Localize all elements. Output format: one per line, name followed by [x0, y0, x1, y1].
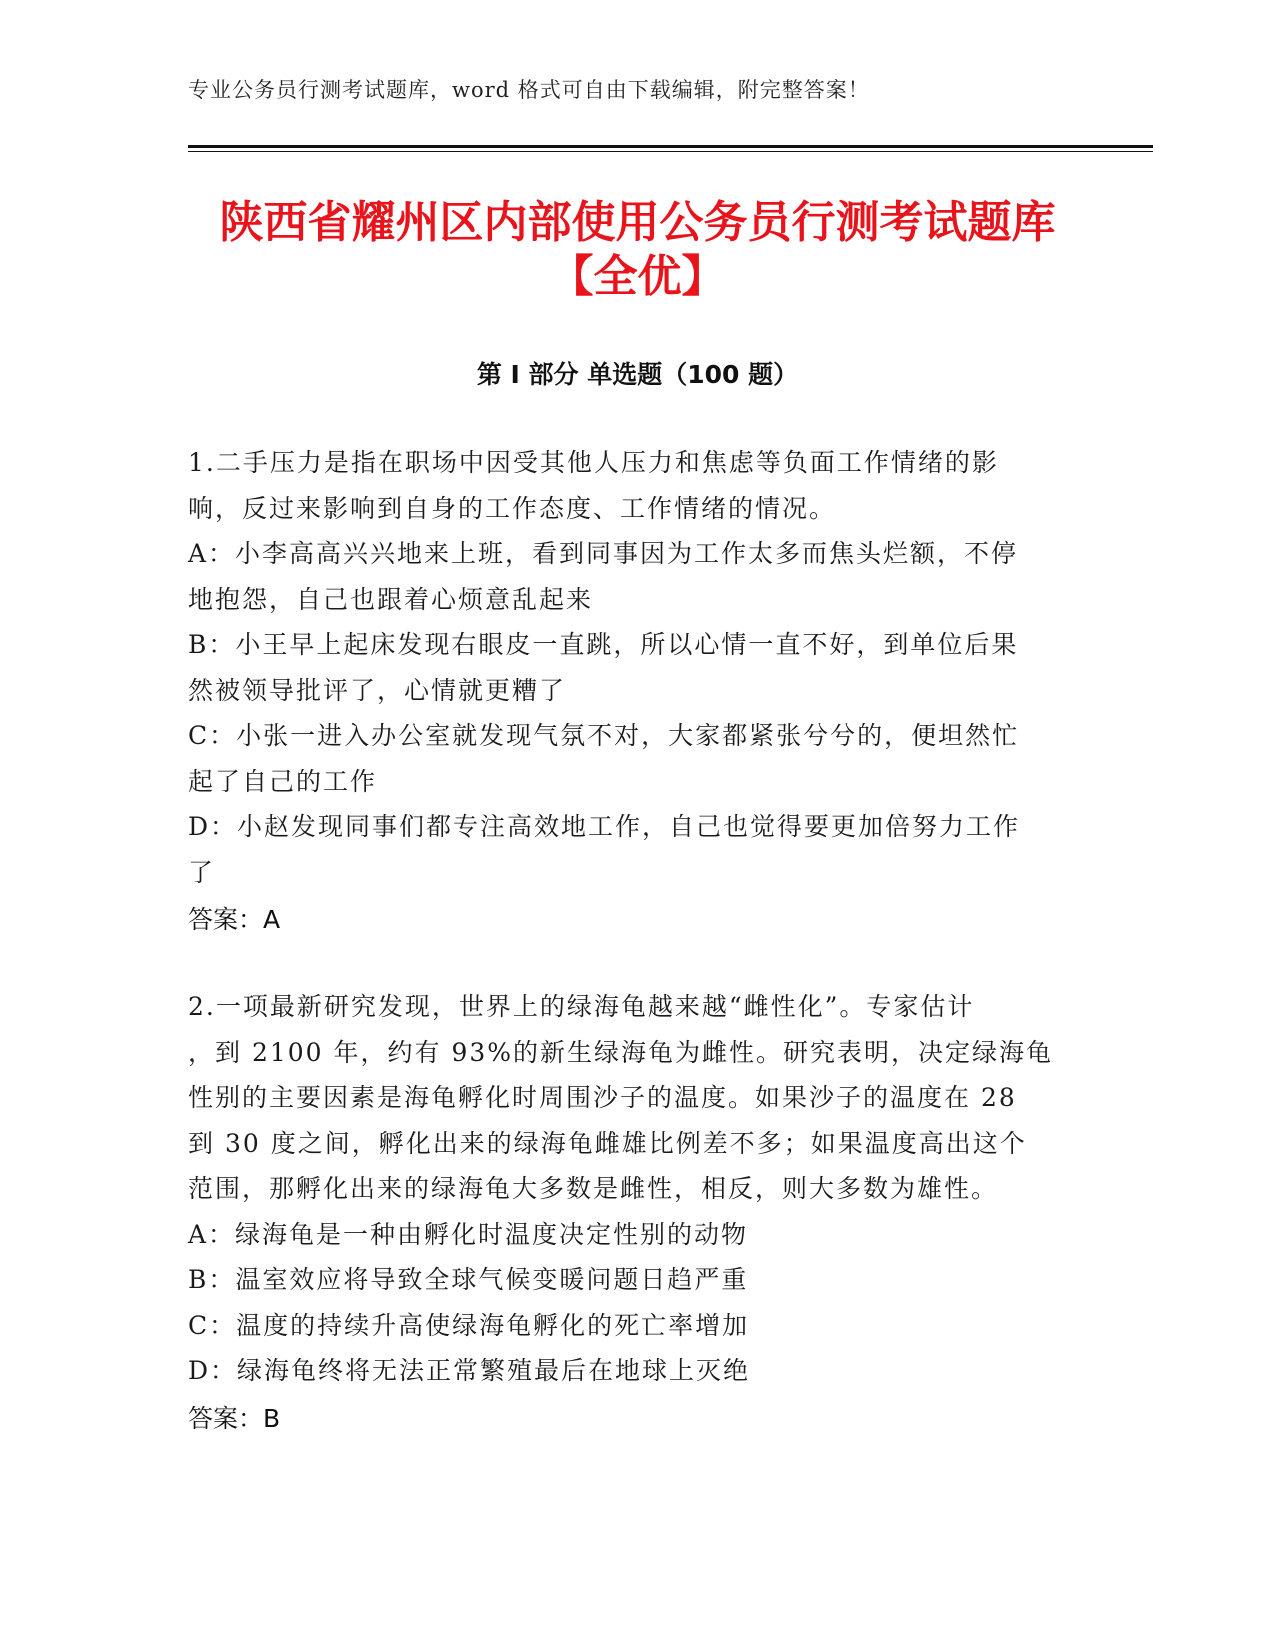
question-1-stem-line-1: 1.二手压力是指在职场中因受其他人压力和焦虑等负面工作情绪的影	[188, 448, 999, 477]
question-2-option-a: A：绿海龟是一种由孵化时温度决定性别的动物	[188, 1219, 749, 1249]
question-1	[188, 440, 1078, 943]
question-2-option-d: D：绿海龟终将无法正常繁殖最后在地球上灭绝	[188, 1356, 751, 1385]
question-1-stem-line-2: 响，反过来影响到自身的工作态度、工作情绪的情况。	[188, 493, 837, 523]
question-2	[188, 984, 1078, 1441]
document-title-line-2: 【全优】	[549, 251, 726, 302]
question-1-answer: 答案：A	[188, 905, 281, 934]
header-rule-thick	[188, 145, 1153, 148]
question-2-stem-line-1: 2.一项最新研究发现，世界上的绿海龟越来越“雌性化”。专家估计	[188, 992, 975, 1021]
question-2-option-c: C：温度的持续升高使绿海龟孵化的死亡率增加	[188, 1310, 750, 1340]
question-1-option-c-line-2: 起了自己的工作	[188, 766, 378, 796]
question-2-answer: 答案：B	[188, 1403, 281, 1433]
question-2-stem-line-2: ，到 2100 年，约有 93%的新生绿海龟为雌性。研究表明，决定绿海龟	[188, 1037, 1054, 1067]
question-1-option-a-line-1: A：小李高高兴兴地来上班，看到同事因为工作太多而焦头烂额，不停	[188, 539, 1019, 568]
question-1-option-a-line-2: 地抱怨，自己也跟着心烦意乱起来	[188, 584, 594, 614]
question-2-stem-line-5: 范围，那孵化出来的绿海龟大多数是雌性，相反，则大多数为雄性。	[188, 1174, 999, 1203]
question-1-option-b-line-1: B：小王早上起床发现右眼皮一直跳，所以心情一直不好，到单位后果	[188, 630, 1019, 659]
document-title-line-1: 陕西省耀州区内部使用公务员行测考试题库	[219, 197, 1056, 248]
question-2-option-b: B：温室效应将导致全球气候变暖问题日趋严重	[188, 1265, 749, 1294]
question-1-option-d-line-1: D：小赵发现同事们都专注高效地工作，自己也觉得要更加倍努力工作	[188, 812, 1021, 841]
question-2-stem-line-3: 性别的主要因素是海龟孵化时周围沙子的温度。如果沙子的温度在 28	[188, 1083, 1017, 1112]
document-title	[160, 196, 1115, 304]
section-title: 第 I 部分 单选题（100 题）	[476, 360, 799, 389]
question-1-option-b-line-2: 然被领导批评了，心情就更糟了	[188, 675, 567, 705]
page-header: 专业公务员行测考试题库，word 格式可自由下载编辑，附完整答案！	[188, 78, 870, 102]
question-1-option-d-line-2: 了	[188, 857, 216, 887]
question-2-stem-line-4: 到 30 度之间，孵化出来的绿海龟雌雄比例差不多；如果温度高出这个	[188, 1128, 1027, 1158]
header-rule-thin	[188, 151, 1153, 152]
question-1-option-c-line-1: C：小张一进入办公室就发现气氛不对，大家都紧张兮兮的，便坦然忙	[188, 721, 1020, 750]
